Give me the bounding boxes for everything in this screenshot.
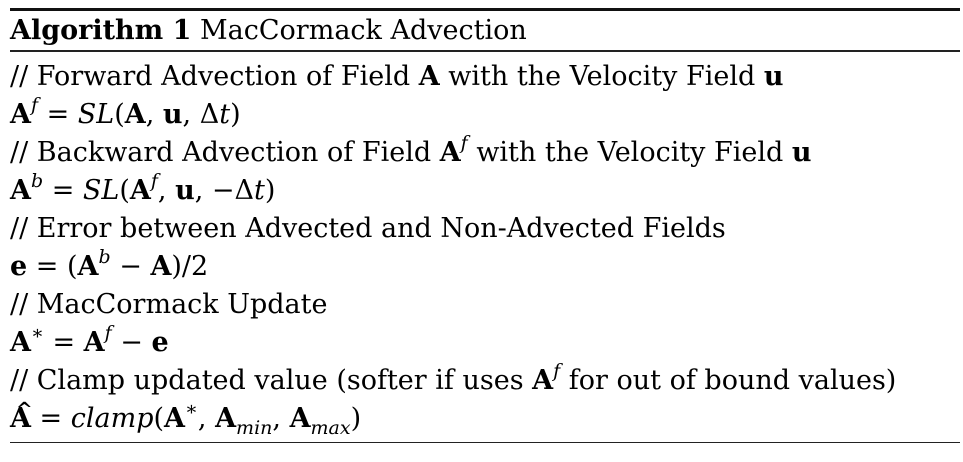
algorithm-title: MacCormack Advection: [200, 15, 527, 46]
algorithm-block: [10, 8, 960, 443]
equation-forward: $A^f = SL(A$, u, Δt): [10, 93, 241, 130]
bottom-rule: [10, 442, 960, 444]
field-a-symbol: A: [532, 364, 554, 396]
algorithm-label: Algorithm 1: [10, 15, 192, 46]
equation-backward: $A^b = SL(A^f$, u, −Δt): [10, 169, 276, 206]
comment-text: // Forward Advection of Field: [10, 60, 411, 92]
field-a-symbol: A: [418, 60, 440, 92]
equation-clamp: ^ A = clamp(A∗, $A_{min}$, $A_{max}$): [10, 400, 960, 438]
comment-maccormack-update: [10, 286, 960, 324]
equation-update: $A^∗ = A^f - e$: [10, 321, 169, 358]
algorithm-body: [10, 52, 960, 442]
velocity-symbol: u: [763, 60, 784, 92]
comment-clamp: // Clamp updated value (softer if uses $A^f$ for out of bound values): [10, 359, 897, 396]
comment-error: [10, 210, 960, 248]
equation-error: $e = (A^b - A)/2$: [10, 245, 209, 282]
comment-text: // Error between Advected and Non-Advected Fields: [10, 212, 726, 244]
algorithm-caption: [10, 11, 960, 50]
comment-text: // Clamp updated value (softer if uses: [10, 364, 524, 396]
comment-text: // Backward Advection of Field: [10, 136, 432, 168]
comment-text: for out of bound values): [568, 364, 897, 396]
comment-text: // MacCormack Update: [10, 288, 328, 320]
comment-text: with the Velocity Field: [448, 60, 756, 92]
comment-backward-advection: // Backward Advection of Field $A^f$ with the Velocity Field u: [10, 131, 812, 168]
comment-text: with the Velocity Field: [476, 136, 784, 168]
field-a-symbol: A: [439, 136, 461, 168]
comment-forward-advection: [10, 58, 960, 96]
velocity-symbol: u: [791, 136, 812, 168]
